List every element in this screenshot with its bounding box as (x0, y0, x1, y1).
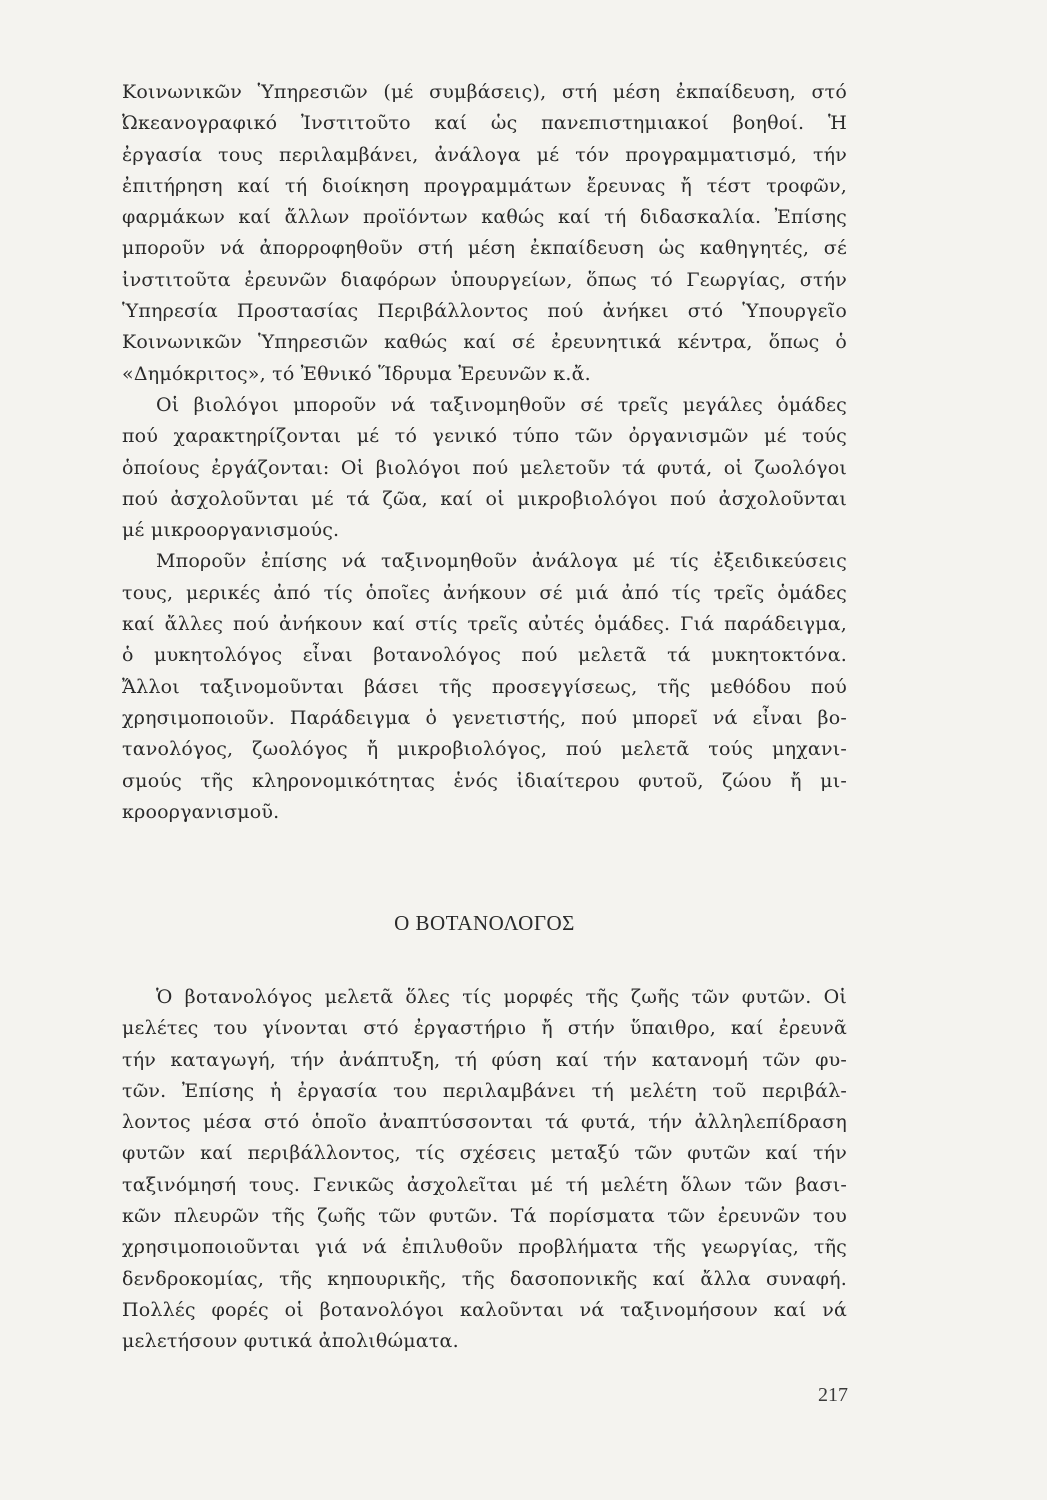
text-line: φαρμάκων καί ἄλλων προϊόντων καθώς καί τή διδασκαλία. Ἐπίσης (122, 206, 847, 229)
text-line: μποροῦν νά ἀπορροφηθοῦν στή μέση ἐκπαίδευση ὡς καθηγητές, σέ (122, 237, 847, 260)
text-line: χρησιμοποιοῦν. Παράδειγμα ὁ γενετιστής, πού μπορεῖ νά εἶναι βο- (122, 706, 847, 729)
text-line: Οἱ βιολόγοι μποροῦν νά ταξινομηθοῦν σέ τρεῖς μεγάλες ὁμάδες (156, 393, 847, 416)
text-line: Μποροῦν ἐπίσης νά ταξινομηθοῦν ἀνάλογα μέ τίς ἐξειδικεύσεις (156, 550, 847, 573)
body-text-bottom (122, 982, 847, 1358)
text-line: μελέτες του γίνονται στό ἐργαστήριο ἤ στήν ὕπαιθρο, καί ἐρευνᾶ (122, 1017, 847, 1040)
text-line: χρησιμοποιοῦνται γιά νά ἐπιλυθοῦν προβλήματα τῆς γεωργίας, τῆς (122, 1236, 847, 1259)
text-line: σμούς τῆς κληρονομικότητας ἑνός ἰδιαίτερου φυτοῦ, ζώου ἤ μι- (122, 769, 847, 792)
text-line: ἐργασία τους περιλαμβάνει, ἀνάλογα μέ τόν προγραμματισμό, τήν (122, 143, 847, 166)
text-line: τανολόγος, ζωολόγος ἤ μικροβιολόγος, πού μελετᾶ τούς μηχανι- (122, 738, 847, 761)
text-line: ταξινόμησή τους. Γενικῶς ἀσχολεῖται μέ τή μελέτη ὅλων τῶν βασι- (122, 1173, 847, 1196)
text-line: τήν καταγωγή, τήν ἀνάπτυξη, τή φύση καί τήν κατανομή τῶν φυ- (122, 1048, 847, 1071)
text-line: καί ἄλλες πού ἀνήκουν καί στίς τρεῖς αὐτές ὁμάδες. Γιά παράδειγμα, (122, 613, 847, 636)
text-line: Κοινωνικῶν Ὑπηρεσιῶν καθώς καί σέ ἐρευνητικά κέντρα, ὅπως ὁ (122, 331, 847, 354)
text-line: κῶν πλευρῶν τῆς ζωῆς τῶν φυτῶν. Τά πορίσματα τῶν ἐρευνῶν του (122, 1205, 847, 1228)
text-line: Ὁ βοτανολόγος μελετᾶ ὅλες τίς μορφές τῆς ζωῆς τῶν φυτῶν. Οἱ (156, 986, 847, 1008)
text-line: Κοινωνικῶν Ὑπηρεσιῶν (μέ συμβάσεις), στή μέση ἐκπαίδευση, στό (122, 81, 847, 103)
text-line: ἐπιτήρηση καί τή διοίκηση προγραμμάτων ἔρευνας ἤ τέστ τροφῶν, (122, 174, 847, 197)
text-line: πού χαρακτηρίζονται μέ τό γενικό τύπο τῶν ὀργανισμῶν μέ τούς (122, 425, 847, 448)
text-line: ὁ μυκητολόγος εἶναι βοτανολόγος πού μελετᾶ τά μυκητοκτόνα. (122, 644, 847, 667)
text-line: κροοργανισμοῦ. (122, 800, 280, 823)
text-line: φυτῶν καί περιβάλλοντος, τίς σχέσεις μεταξύ τῶν φυτῶν καί τήν (122, 1142, 847, 1165)
text-line: ἰνστιτοῦτα ἐρευνῶν διαφόρων ὑπουργείων, ὅπως τό Γεωργίας, στήν (122, 268, 847, 291)
text-line: τῶν. Ἐπίσης ἡ ἐργασία του περιλαμβάνει τή μελέτη τοῦ περιβάλ- (122, 1079, 847, 1102)
text-line: ὁποίους ἐργάζονται: Οἱ βιολόγοι πού μελετοῦν τά φυτά, οἱ ζωολόγοι (122, 456, 847, 479)
text-line: Ὠκεανογραφικό Ἰνστιτοῦτο καί ὡς πανεπιστημιακοί βοηθοί. Ἡ (122, 112, 847, 135)
text-line: «Δημόκριτος», τό Ἐθνικό Ἵδρυμα Ἐρευνῶν κ.ἄ. (122, 362, 591, 385)
text-line: μελετήσουν φυτικά ἀπολιθώματα. (122, 1330, 459, 1353)
text-line: μέ μικροοργανισμούς. (122, 519, 340, 542)
text-line: πού ἀσχολοῦνται μέ τά ζῶα, καί οἱ μικροβιολόγοι πού ἀσχολοῦνται (122, 487, 847, 510)
text-line: Ὑπηρεσία Προστασίας Περιβάλλοντος πού ἀνήκει στό Ὑπουργεῖο (122, 300, 847, 323)
text-line: Πολλές φορές οἱ βοτανολόγοι καλοῦνται νά ταξινομήσουν καί νά (122, 1298, 847, 1321)
text-line: δενδροκομίας, τῆς κηπουρικῆς, τῆς δασοπονικῆς καί ἄλλα συναφή. (122, 1267, 847, 1290)
section-heading: Ο ΒΟΤΑΝΟΛΟΓΟΣ (394, 911, 575, 935)
page-number: 217 (818, 1384, 848, 1406)
text-line: τους, μερικές ἀπό τίς ὁποῖες ἀνήκουν σέ μιά ἀπό τίς τρεῖς ὁμάδες (122, 581, 847, 604)
body-text-top (122, 77, 847, 828)
text-line: Ἄλλοι ταξινομοῦνται βάσει τῆς προσεγγίσεως, τῆς μεθόδου πού (122, 675, 847, 698)
text-line: λοντος μέσα στό ὁποῖο ἀναπτύσσονται τά φυτά, τήν ἀλληλεπίδραση (122, 1111, 847, 1134)
